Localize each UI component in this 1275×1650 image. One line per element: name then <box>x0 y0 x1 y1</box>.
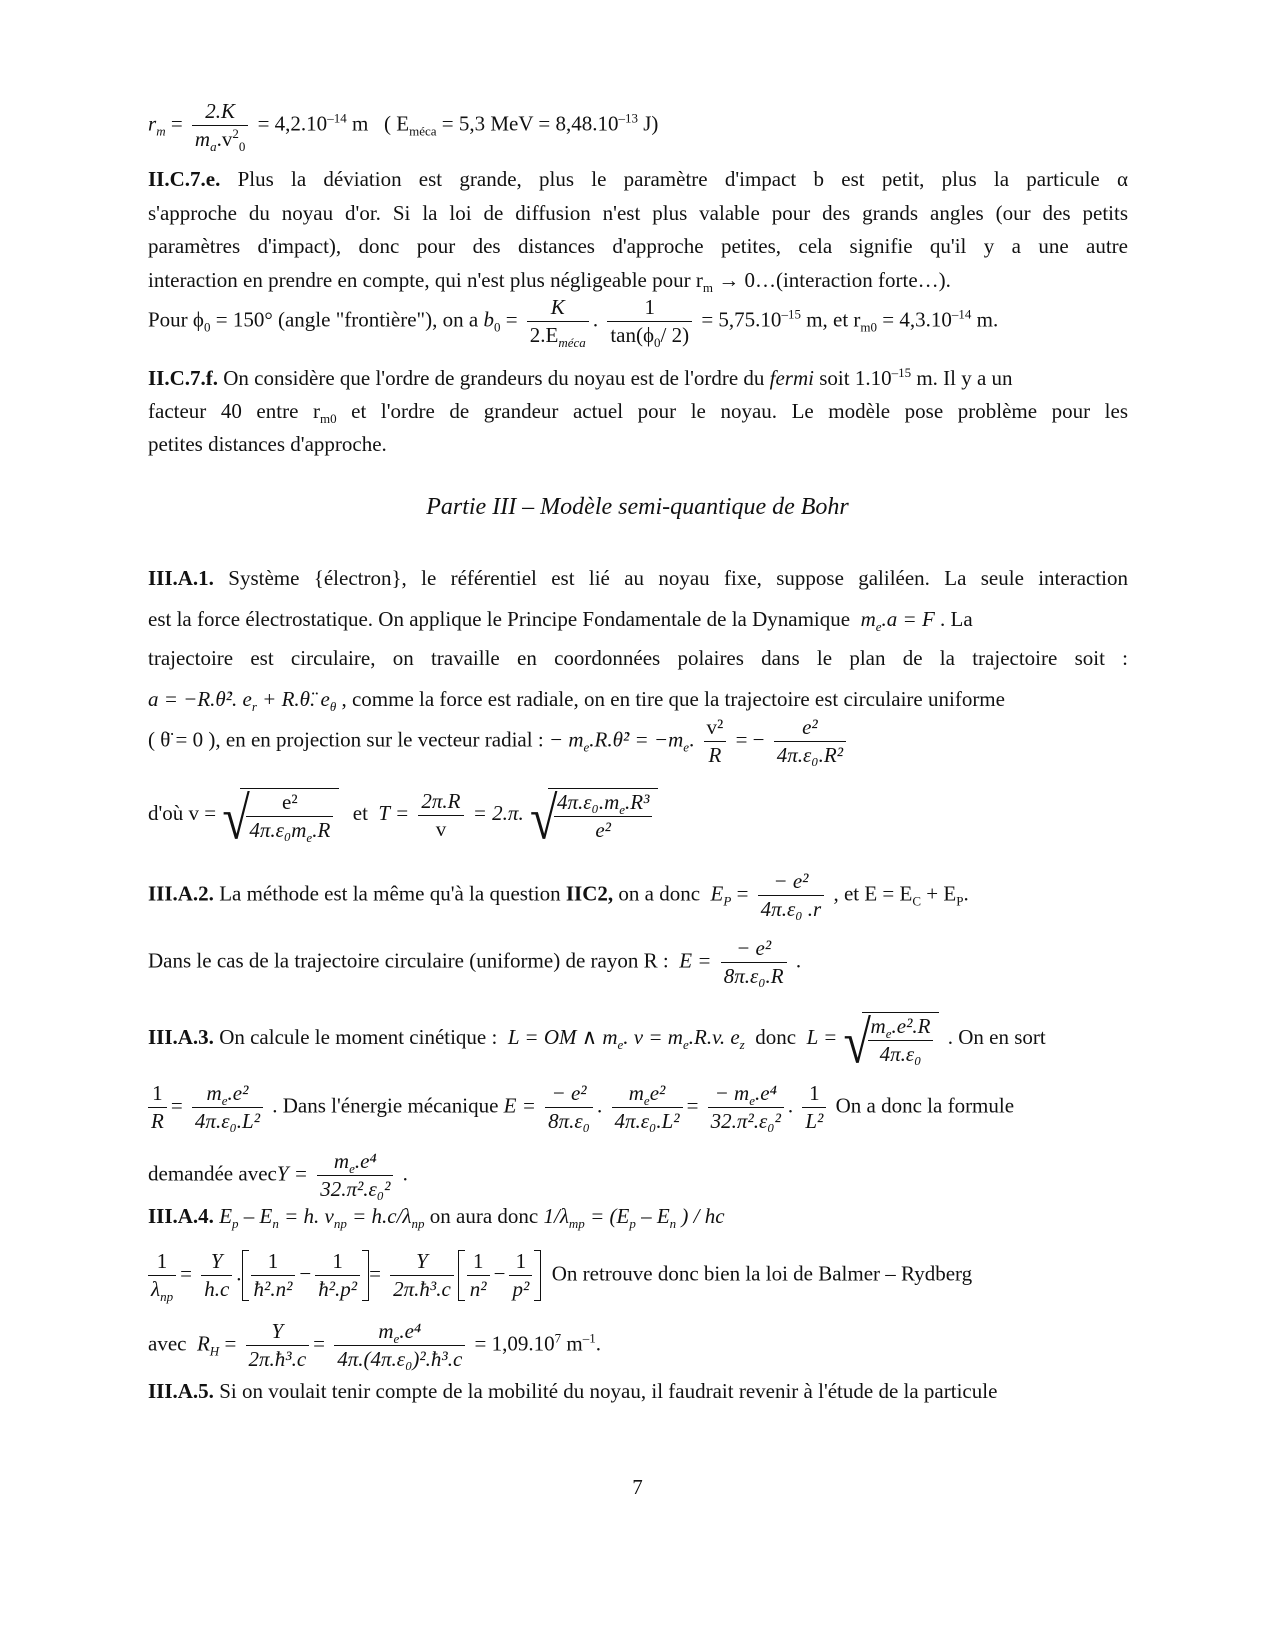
period-sqrt: √ $\frac{4\pi.\varepsilon_0.m_e.R^3}{\text{e²}}$ <box>532 788 658 842</box>
coulomb-fraction: $\frac{\text{e²}}{\text{4π.ε₀.R²}}$ <box>774 716 846 767</box>
IIC7e-line3: paramètres d'impact), donc pour des distances d'approche petites, cela signifie qu'il y a une autre <box>148 234 1128 258</box>
IIIA1-line4: a = −R.θ̇². $e_r$ + R.θ̈. $e_\theta$ , comme la force est radiale, on en tire que la trajectoire est circulaire uniforme <box>148 687 1005 715</box>
IIC7f-line2: facteur 40 entre $r_{m0}$ et l'ordre de grandeur actuel pour le noyau. Le modèle pose problème pour les <box>148 399 1128 427</box>
section-label: III.A.1. <box>148 566 214 590</box>
section-label: III.A.5. <box>148 1379 214 1403</box>
section-label: III.A.3. <box>148 1024 214 1049</box>
section-label: II.C.7.e. <box>148 167 221 191</box>
section-label: II.C.7.f. <box>148 366 219 390</box>
energy-fraction: $\frac{\text{− e²}}{\text{8π.ε₀.R}}$ <box>721 937 787 988</box>
IIIA1-line1: III.A.1. Système {électron}, le référentiel est lié au noyau fixe, suppose galiléen. La seule interaction <box>148 566 1129 590</box>
IIIA2-line1: III.A.2. La méthode est la même qu'à la question IIC2, on a donc $E_P$ = $\frac{\text{− e²}}{\text{4π.ε₀ .r}}$ , et $E = E_C + E_P$. <box>148 869 969 922</box>
IIIA2-line2: Dans le cas de la trajectoire circulaire (uniforme) de rayon R : E = $\frac{\text{− e²}}{\text{8π.ε₀.R}}$ . <box>148 936 802 989</box>
IIIA4-line1: III.A.4. $E_p - E_n = h$. $\nu_{np} = h.c/\lambda_{np}$ on aura donc $1/\lambda_{mp} = (E_p - E_n$ ) / hc <box>148 1204 725 1232</box>
section-label: III.A.4. <box>148 1204 214 1228</box>
bracket-1: $\frac{1}{\text{ħ².n²}}$ − $\frac{1}{\text{ħ².p²}}$ <box>242 1250 370 1301</box>
velocity-sqrt: √ $\frac{\text{e²}}{4\pi.\varepsilon_0m_e.R}$ <box>224 788 339 842</box>
section-label: III.A.2. <box>148 881 214 906</box>
IIIA3-line3: demandée avecY = $\frac{m_e.e^4}{\text{32.π².ε₀²}}$ . <box>148 1149 408 1202</box>
IIIA1-line3: trajectoire est circulaire, on travaille en coordonnées polaires dans le plan de la trajectoire soit : <box>148 646 1128 670</box>
section-title: Partie III – Modèle semi-quantique de Bohr <box>426 494 849 520</box>
IIC7e-line5: Pour $\phi_0 = 150^\circ$ (angle "frontière"), on a $b_0$ = $\frac{K}{2.E_{méca}}$ . $\frac{1}{\tan(\phi_0/ 2)}$ = $5,75.10^{-15}$ m, et $r_{m0} = 4,3.10^{-14}$ m. <box>148 295 999 351</box>
page-number: 7 <box>632 1475 643 1499</box>
IIIA5-line1: III.A.5. Si on voulait tenir compte de la mobilité du noyau, il faudrait revenir à l'étude de la particule <box>148 1379 998 1403</box>
IIIA1-line5: ( θ̈ = 0 ), en en projection sur le vecteur radial : − $m_e.R.\thetȧ^2 = -m_e$. $\frac{\text{v²}}{R}$ = − $\frac{\text{e²}}{\text{4π.ε₀.R²}}$ <box>148 716 1128 767</box>
bracket-2: $\frac{1}{\text{n²}}$ − $\frac{1}{\text{p²}}$ <box>458 1250 541 1301</box>
rm-equation: $r_m$ = $\frac{2.K}{m_a.v^2_0}$ = $4,2.10^{-14}$ m ( $E_{méca} = 5,3$ MeV = $8,48.10^{-13}$ J) <box>148 99 659 155</box>
IIIA4-line2: $\frac{1}{\lambda_{np}}$ = $\frac{Y}{h.c}$ . $\frac{1}{\text{ħ².n²}}$ − $\frac{1}{\text{ħ².p²}}$ = $\frac{Y}{\text{2π.ħ³.c}}$ $\frac{1}{\text{n²}}$ − $\frac{1}{\text{p²}}$ On retrouve donc bien la loi de Balmer – Rydberg <box>148 1250 1128 1301</box>
IIC7e-line1: II.C.7.e. Plus la déviation est grande, plus le paramètre d'impact b est petit, plus la particule α <box>148 167 1128 191</box>
period-fraction: $\frac{2\pi.R}{v}$ <box>418 790 463 841</box>
IIIA1-line2: est la force électrostatique. On applique le Principe Fondamentale de la Dynamique $m_e.a = F$ . La <box>148 607 973 635</box>
ep-fraction: $\frac{\text{− e²}}{\text{4π.ε₀ .r}}$ <box>758 870 825 921</box>
IIC7e-line4: interaction en prendre en compte, qui n'est plus négligeable pour $r_m$ → 0…(interaction forte…). <box>148 268 951 296</box>
IIC7f-line1: II.C.7.f. On considère que l'ordre de grandeurs du noyau est de l'ordre du fermi soit $1.10^{-15}$ m. Il y a un <box>148 365 1013 390</box>
b0-fraction-2: $\frac{1}{\tan(\phi_0/ 2)}$ <box>607 296 692 347</box>
b0-fraction-1: $\frac{K}{2.E_{méca}}$ <box>527 296 589 347</box>
L-sqrt: √ $\frac{m_e.e^2.R}{\text{4π.ε₀}}$ <box>846 1012 940 1066</box>
v2-over-R: $\frac{\text{v²}}{R}$ <box>704 716 727 767</box>
IIIA4-line3: avec $R_H$ = $\frac{Y}{\text{2π.ħ³.c}}$ = $\frac{m_e.e^4}{\text{4π.(4π.ε₀)².ħ³.c}}$ = $1,09.10^7$ $m^{-1}$. <box>148 1319 601 1372</box>
IIIA3-line2: $\frac{1}{R}$ = $\frac{m_e.e^2}{\text{4π.ε₀.L²}}$ . Dans l'énergie mécanique E = $\frac{\text{− e²}}{\text{8π.ε₀}}$ . $\frac{m_ee^2}{\text{4π.ε₀.L²}}$ = $\frac{- m_e.e^4}{\text{32.π².ε₀²}}$ . $\frac{1}{\text{L²}}$ On a donc la formule <box>148 1082 1128 1133</box>
IIIA1-line6: d'où v = √ $\frac{\text{e²}}{4\pi.\varepsilon_0m_e.R}$ et T = $\frac{2\pi.R}{v}$ = 2.π. √ $\frac{4\pi.\varepsilon_0.m_e.R^3}{\text{e²}}$ <box>148 788 1128 842</box>
IIC7e-line2: s'approche du noyau d'or. Si la loi de diffusion n'est plus valable pour des grands angles (our des petits <box>148 201 1128 225</box>
IIC7f-line3: petites distances d'approche. <box>148 432 387 456</box>
IIIA3-line1: III.A.3. On calcule le moment cinétique : L = OM ∧ $m_e$. $v = m_e.R.v$. $e_z$ donc L = √ $\frac{m_e.e^2.R}{\text{4π.ε₀}}$ . On en sort <box>148 1012 1128 1066</box>
rm-fraction: $\frac{2.K}{m_a.v^2_0}$ <box>192 100 248 151</box>
